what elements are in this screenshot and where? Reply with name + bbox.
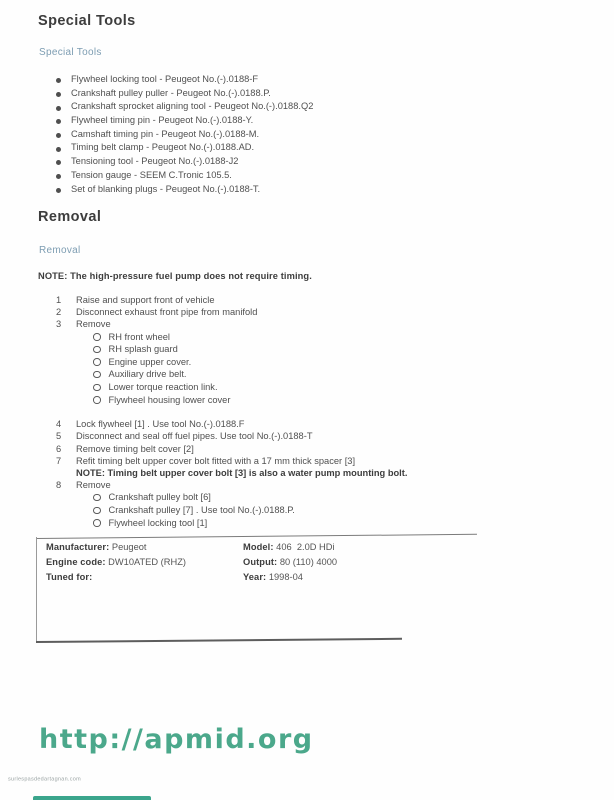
special-tools-list [56,74,476,197]
circle-bullet-icon [93,494,101,502]
tool-list-item [56,115,476,129]
section-subtitle-removal: Removal [39,245,81,256]
step-sub-item [56,343,506,356]
tool-item-text: Tension gauge - SEEM C.Tronic 105.5. [71,169,232,180]
step-sub-text: Auxiliary drive belt. [108,369,187,380]
footer-accent-bar [33,796,151,800]
tool-item-text: Timing belt clamp - Peugeot No.(-).0188.AD. [71,142,255,153]
tool-list-item [56,74,476,88]
step-number: 5 [56,431,62,442]
spec-label: Model: [243,542,274,552]
section-title-special-tools: Special Tools [38,13,136,29]
spec-value [92,572,95,582]
spec-table-row [46,557,186,572]
bullet-icon [56,119,61,124]
tool-list-item [56,101,476,115]
bullet-icon [56,188,61,193]
step-text: Remove timing belt cover [2] [76,443,194,454]
circle-bullet-icon [93,507,101,515]
step-row [56,443,506,455]
bullet-icon [56,133,61,138]
tool-item-text: Tensioning tool - Peugeot No.(-).0188-J2 [71,156,239,167]
bullet-icon [56,92,61,97]
step-sub-text: Flywheel housing lower cover [108,394,231,405]
bullet-icon [56,106,61,111]
spec-value: DW10ATED (RHZ) [105,557,186,567]
section-subtitle-special-tools: Special Tools [39,47,102,58]
step-row [56,455,506,467]
spec-value: Peugeot [109,542,147,552]
step-text: Remove [76,480,111,491]
step-number: 2 [56,307,62,318]
step-sub-text: RH front wheel [108,331,170,342]
spec-table-row [243,572,337,587]
step-number: 3 [56,319,62,330]
note-fuel-pump: NOTE: The high-pressure fuel pump does not require timing. [38,271,312,281]
step-sub-text: Engine upper cover. [108,356,192,367]
step-text: Disconnect exhaust front pipe from manifold [76,307,258,318]
tool-list-item [56,129,476,143]
tool-list-item [56,184,476,198]
spec-label: Tuned for: [46,572,93,582]
bullet-icon [56,160,61,165]
step-sub-item [56,381,506,394]
spec-table-row [46,542,186,557]
step-row [56,306,506,318]
step-sub-text: Crankshaft pulley bolt [6] [108,492,211,503]
step-row [56,418,506,430]
step-sub-text: Crankshaft pulley [7] . Use tool No.(-).0188.P. [108,504,295,515]
tool-list-item [56,142,476,156]
table-border-bottom [36,638,402,643]
spec-label: Engine code: [46,557,106,567]
spec-value: 80 (110) 4000 [277,557,338,567]
section-title-removal: Removal [38,209,102,225]
step-text: Remove [76,319,111,330]
step-row [56,479,506,491]
spec-value: 406 2.0D HDi [273,542,335,552]
circle-bullet-icon [93,346,101,354]
tool-list-item [56,156,476,170]
site-url-link[interactable]: http://apmid.org [39,724,314,755]
spec-table-row [243,542,337,557]
step-sub-text: Flywheel locking tool [1] [108,517,208,528]
circle-bullet-icon [93,384,101,392]
circle-bullet-icon [93,358,101,366]
spec-table-left-column [46,542,186,587]
step-row [56,318,506,330]
tool-item-text: Flywheel locking tool - Peugeot No.(-).0188-F [71,74,259,84]
step-row [56,430,506,442]
tool-item-text: Camshaft timing pin - Peugeot No.(-).0188-M. [71,128,260,139]
step-number: 6 [56,443,62,454]
step-text: Refit timing belt upper cover bolt fitted with a 17 mm thick spacer [3] [76,455,356,466]
step-sub-item [56,331,506,344]
tool-list-item [56,88,476,102]
table-border-top [36,534,477,540]
step-number: 7 [56,455,62,466]
spec-label: Manufacturer: [46,542,110,552]
tool-item-text: Crankshaft pulley puller - Peugeot No.(-).0188.P. [71,87,271,98]
circle-bullet-icon [93,371,101,379]
table-border-left [36,537,37,642]
spec-label: Year: [243,572,267,582]
step-sub-item [56,368,506,381]
tool-item-text: Set of blanking plugs - Peugeot No.(-).0188-T. [71,183,261,194]
step-sub-item [56,356,506,369]
bullet-icon [56,174,61,179]
bullet-icon [56,147,61,152]
watermark-text: surlespasdedartagnan.com [8,776,81,783]
step-sub-text: RH splash guard [108,344,178,355]
spec-table-row [243,557,337,572]
spec-label: Output: [243,557,278,567]
tool-list-item [56,170,476,184]
tool-item-text: Flywheel timing pin - Peugeot No.(-).0188-Y. [71,115,254,126]
tool-item-text: Crankshaft sprocket aligning tool - Peugeot No.(-).0188.Q2 [71,101,314,112]
step-sub-item [56,517,506,530]
step-number: 1 [56,295,62,305]
spec-table-row [46,572,186,587]
step-text: Disconnect and seal off fuel pipes. Use tool No.(-).0188-T [76,431,313,442]
step-row [56,294,506,306]
spec-table-right-column [243,542,337,587]
step-sub-text: Lower torque reaction link. [108,381,218,392]
step-number: 8 [56,480,62,491]
step-text: Lock flywheel [1] . Use tool No.(-).0188.F [76,419,245,430]
circle-bullet-icon [93,396,101,404]
step-sub-item [56,394,506,407]
circle-bullet-icon [93,333,101,341]
step-text: Raise and support front of vehicle [76,295,215,305]
step-sub-item [56,504,506,517]
bullet-icon [56,78,61,83]
removal-steps-list [56,294,506,529]
step-number: 4 [56,419,62,430]
circle-bullet-icon [93,519,101,527]
step-note: NOTE: Timing belt upper cover bolt [3] is also a water pump mounting bolt. [76,467,408,478]
spec-value: 1998-04 [266,572,303,582]
step-sub-item [56,491,506,504]
